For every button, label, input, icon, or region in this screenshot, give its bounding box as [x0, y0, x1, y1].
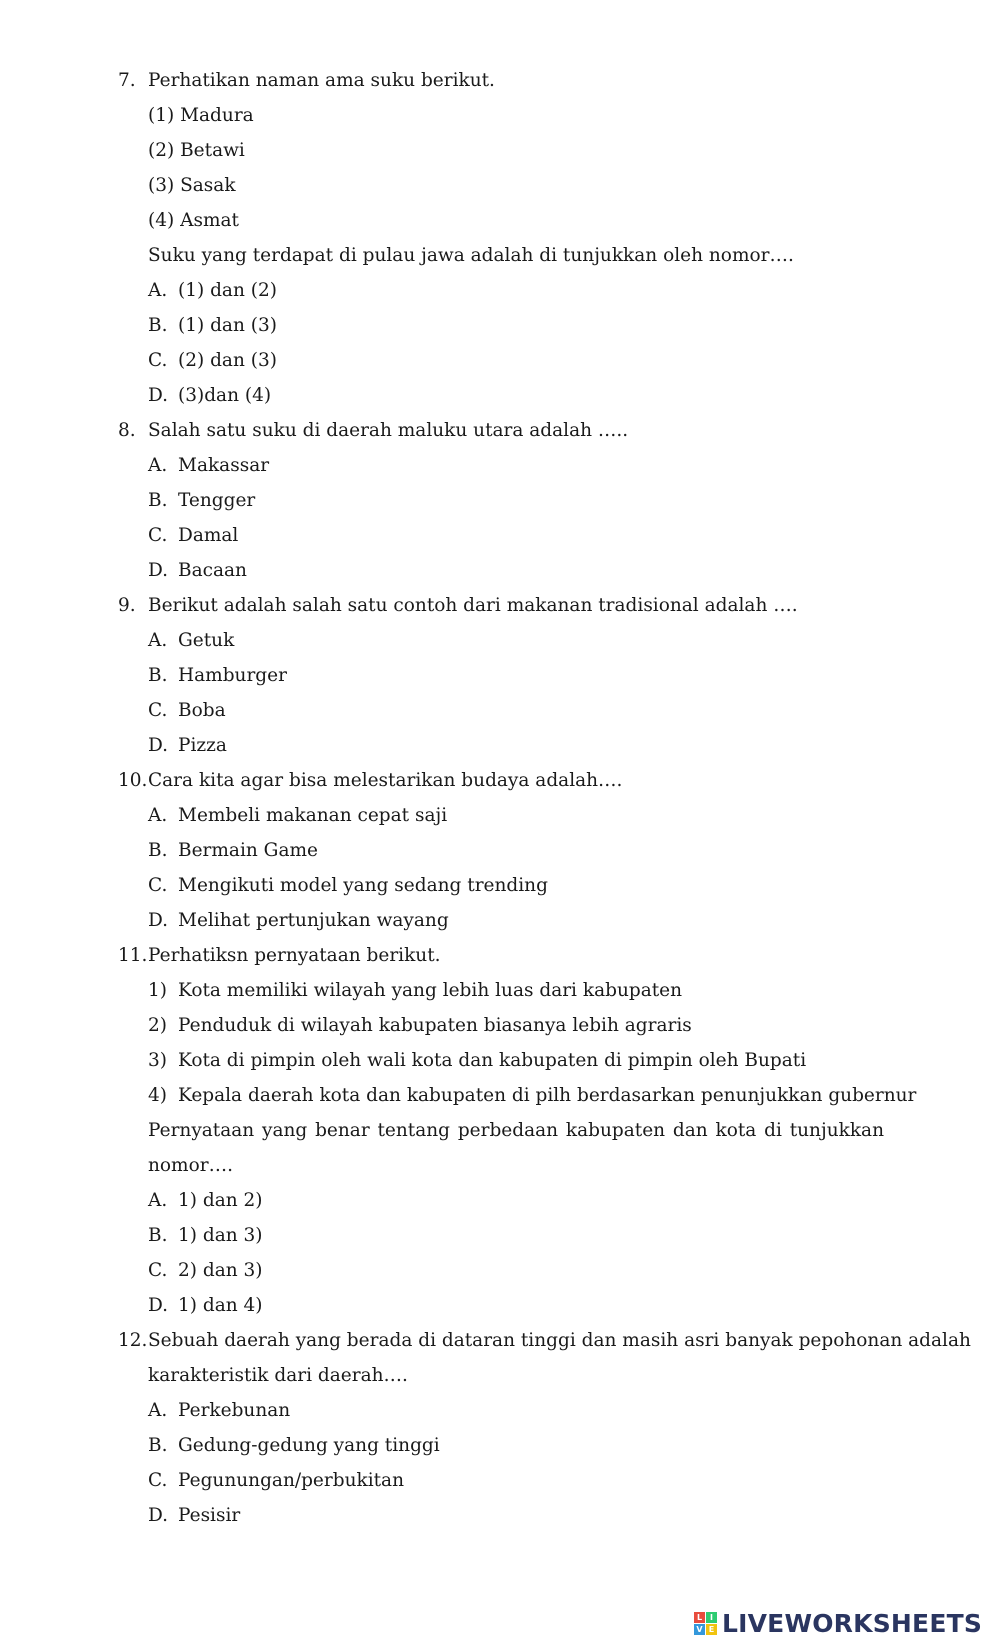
option-text: Pegunungan/perbukitan: [178, 1470, 404, 1491]
option-text: Boba: [178, 700, 226, 721]
question-prompt: Pernyataan yang benar tentang perbedaan kabupaten dan kota di tunjukkan: [148, 1120, 884, 1141]
statement-number: 3): [148, 1050, 167, 1071]
statement-text: Kota memiliki wilayah yang lebih luas dari kabupaten: [178, 980, 683, 1001]
list-item-text: (1) Madura: [148, 105, 254, 126]
option-text: Makassar: [178, 455, 270, 476]
statement-number: 2): [148, 1015, 167, 1036]
option-letter: C.: [148, 525, 168, 546]
question-number: 10.: [118, 770, 148, 791]
option-letter: B.: [148, 1435, 168, 1456]
statement-text: Penduduk di wilayah kabupaten biasanya lebih agraris: [178, 1015, 692, 1036]
option-letter: A.: [148, 630, 168, 651]
question-text: Salah satu suku di daerah maluku utara adalah …..: [148, 420, 629, 441]
option-letter: A.: [148, 1190, 168, 1211]
option-letter: B.: [148, 665, 168, 686]
option-text: Melihat pertunjukan wayang: [178, 910, 449, 931]
option-text: 2) dan 3): [178, 1260, 263, 1281]
question-number: 9.: [118, 595, 136, 616]
option-letter: C.: [148, 350, 168, 371]
question-number: 8.: [118, 420, 136, 441]
option-letter: C.: [148, 1260, 168, 1281]
option-text: Mengikuti model yang sedang trending: [178, 875, 548, 896]
question-text: Berikut adalah salah satu contoh dari makanan tradisional adalah ….: [148, 595, 798, 616]
option-text: (1) dan (2): [178, 280, 277, 301]
option-text: (2) dan (3): [178, 350, 277, 371]
logo-text: LIVEWORKSHEETS: [722, 1608, 983, 1638]
option-letter: B.: [148, 315, 168, 336]
question-number: 11.: [118, 945, 148, 966]
statement-number: 1): [148, 980, 167, 1001]
option-letter: C.: [148, 875, 168, 896]
logo-tile: V: [694, 1624, 705, 1635]
option-letter: A.: [148, 280, 168, 301]
option-text: Damal: [178, 525, 239, 546]
option-letter: C.: [148, 700, 168, 721]
option-text: 1) dan 3): [178, 1225, 263, 1246]
option-letter: D.: [148, 1295, 169, 1316]
list-item-text: (3) Sasak: [148, 175, 236, 196]
prompt-text: nomor….: [148, 1155, 233, 1176]
logo-tile: I: [706, 1612, 717, 1623]
option-letter: D.: [148, 910, 169, 931]
question-number: 7.: [118, 70, 136, 91]
option-text: 1) dan 2): [178, 1190, 263, 1211]
prompt-text: Suku yang terdapat di pulau jawa adalah di tunjukkan oleh nomor….: [148, 245, 794, 266]
liveworksheets-logo: [694, 1608, 982, 1638]
list-item-text: (2) Betawi: [148, 140, 245, 161]
option-letter: B.: [148, 840, 168, 861]
question-text: Perhatiksn pernyataan berikut.: [148, 945, 441, 966]
statement-text: Kota di pimpin oleh wali kota dan kabupaten di pimpin oleh Bupati: [178, 1050, 807, 1071]
option-letter: B.: [148, 490, 168, 511]
option-text: (3)dan (4): [178, 385, 272, 406]
option-letter: D.: [148, 385, 169, 406]
option-text: Bermain Game: [178, 840, 318, 861]
option-letter: A.: [148, 455, 168, 476]
option-text: Tengger: [178, 490, 256, 511]
question-text: Cara kita agar bisa melestarikan budaya adalah….: [148, 770, 623, 791]
option-text: Hamburger: [178, 665, 287, 686]
option-letter: B.: [148, 1225, 168, 1246]
option-letter: A.: [148, 805, 168, 826]
statement-text: Kepala daerah kota dan kabupaten di pilh berdasarkan penunjukkan gubernur: [178, 1085, 917, 1106]
statement-number: 4): [148, 1085, 167, 1106]
option-text: Getuk: [178, 630, 235, 651]
option-text: Pizza: [178, 735, 227, 756]
option-text: Pesisir: [178, 1505, 241, 1526]
option-text: Membeli makanan cepat saji: [178, 805, 448, 826]
logo-tile: L: [694, 1612, 705, 1623]
option-letter: D.: [148, 1505, 169, 1526]
option-text: 1) dan 4): [178, 1295, 263, 1316]
option-text: Gedung-gedung yang tinggi: [178, 1435, 440, 1456]
option-letter: D.: [148, 560, 169, 581]
option-text: Perkebunan: [178, 1400, 291, 1421]
option-text: Bacaan: [178, 560, 247, 581]
list-item-text: (4) Asmat: [148, 210, 239, 231]
question-number: 12.: [118, 1330, 148, 1351]
logo-tile: E: [706, 1624, 717, 1635]
option-text: (1) dan (3): [178, 315, 277, 336]
option-letter: C.: [148, 1470, 168, 1491]
question-text: karakteristik dari daerah….: [148, 1365, 408, 1386]
question-text: Sebuah daerah yang berada di dataran tinggi dan masih asri banyak pepohonan adalah: [148, 1330, 971, 1351]
option-letter: D.: [148, 735, 169, 756]
question-text: Perhatikan naman ama suku berikut.: [148, 70, 495, 91]
option-letter: A.: [148, 1400, 168, 1421]
logo-icon: [694, 1612, 717, 1635]
